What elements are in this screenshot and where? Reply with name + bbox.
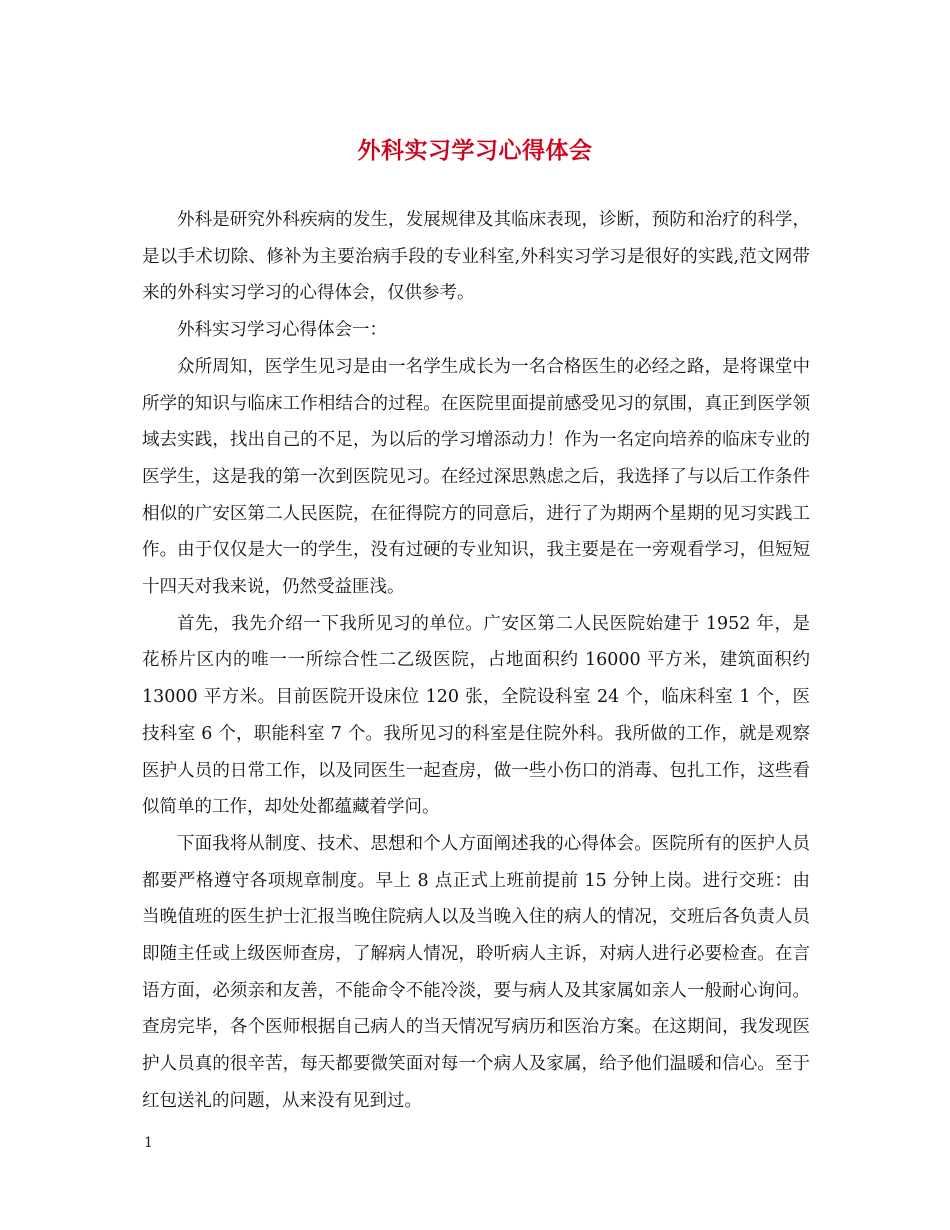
paragraph-intro: 外科是研究外科疾病的发生，发展规律及其临床表现，诊断，预防和治疗的科学，是以手术切除、修补为主要治病手段的专业科室,外科实习学习是很好的实践,范文网带来的外科实习学习的心得体会，仅供参考。 — [142, 210, 810, 304]
document-body — [142, 202, 810, 1120]
paragraph-internship-overview: 众所周知，医学生见习是由一名学生成长为一名合格医生的必经之路，是将课堂中所学的知识与临床工作相结合的过程。在医院里面提前感受见习的氛围，真正到医学领域去实践，找出自己的不足，为以后的学习增添动力！作为一名定向培养的临床专业的医学生，这是我的第一次到医院见习。在经过深思熟虑之后，我选择了与以后工作条件相似的广安区第二人民医院，在征得院方的同意后，进行了为期两个星期的见习实践工作。由于仅仅是大一的学生，没有过硬的专业知识，我主要是在一旁观看学习，但短短十四天对我来说，仍然受益匪浅。 — [142, 356, 810, 598]
document-title: 外科实习学习心得体会 — [357, 137, 593, 164]
paragraph-hospital-introduction: 首先，我先介绍一下我所见习的单位。广安区第二人民医院始建于 1952 年，是花桥片区内的唯一一所综合性二乙级医院，占地面积约 16000 平方米，建筑面积约 13000 平方米。目前医院开设床位 120 张，全院设科室 24 个，临床科室 1 个，医技科室 6 个，职能科室 7 个。我所见习的科室是住院外科。我所做的工作，就是观察医护人员的日常工作，以及同医生一起查房，做一些小伤口的消毒、包扎工作，这些看似简单的工作，却处处都蕴藏着学问。 — [142, 613, 810, 818]
paragraph-experience-reflection: 下面我将从制度、技术、思想和个人方面阐述我的心得体会。医院所有的医护人员都要严格遵守各项规章制度。早上 8 点正式上班前提前 15 分钟上岗。进行交班：由当晚值班的医生护士汇报当晚住院病人以及当晚入住的病人的情况，交班后各负责人员即随主任或上级医师查房，了解病人情况，聆听病人主诉，对病人进行必要检查。在言语方面，必须亲和友善，不能命令不能冷淡，要与病人及其家属如亲人一般耐心询问。查房完毕，各个医师根据自己病人的当天情况写病历和医治方案。在这期间，我发现医护人员真的很辛苦，每天都要微笑面对每一个病人及家属，给予他们温暖和信心。至于红包送礼的问题，从来没有见到过。 — [142, 833, 810, 1111]
paragraph-section-heading: 外科实习学习心得体会一： — [177, 320, 387, 341]
page-number: 1 — [144, 1135, 153, 1151]
